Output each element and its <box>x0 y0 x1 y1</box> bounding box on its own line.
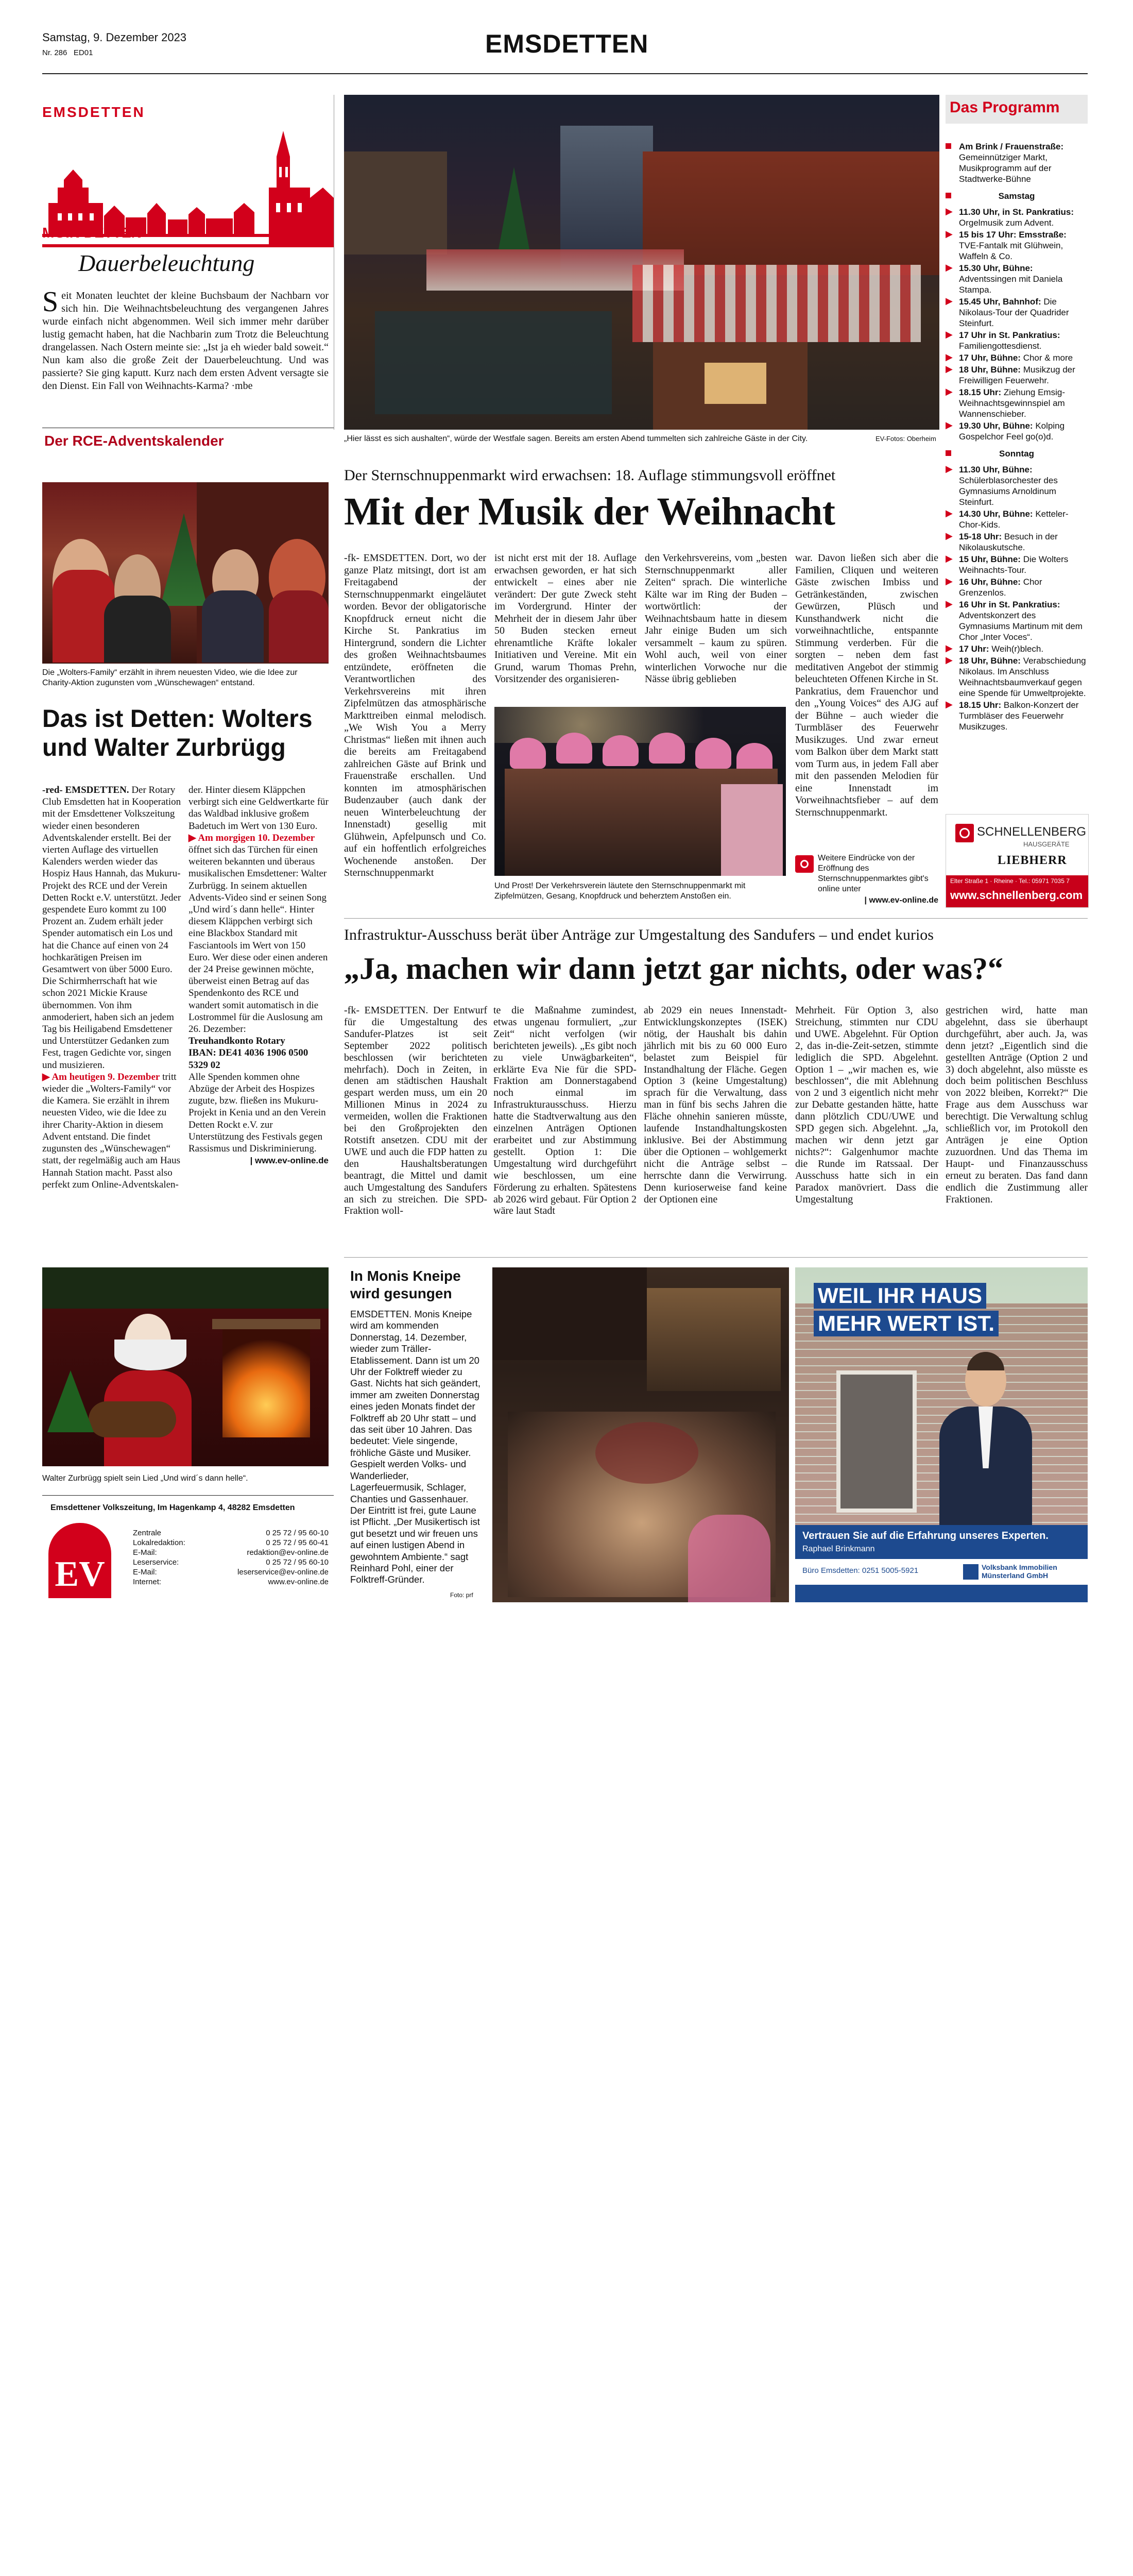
program-item: ▶ 17 Uhr in St. Pankratius: Familiengottesdienst. <box>946 329 1060 351</box>
program-title-bar <box>946 95 1090 124</box>
masthead-date: Samstag, 9. Dezember 2023 <box>42 31 187 44</box>
program-intro: Am Brink / Frauenstraße: Gemeinnütziger Markt, Musikprogramm auf der Stadtwerke-Bühne <box>946 141 1088 184</box>
triangle-bullet-icon: ▶ <box>946 531 953 541</box>
walter-zurbruegg-photo-img <box>42 1267 329 1466</box>
footer-rule <box>42 1495 334 1496</box>
program-item: ▶ 15.45 Uhr, Bahnhof: Die Nikolaus-Tour der Quadrider Steinfurt. <box>946 296 1069 328</box>
square-bullet-icon <box>946 193 951 198</box>
liebherr-logo: LIEBHERR <box>998 854 1067 867</box>
square-bullet-icon <box>946 450 951 456</box>
kneipe-box <box>344 1267 486 1602</box>
camera-icon <box>795 855 814 873</box>
masthead-issue-line <box>42 48 93 57</box>
volksbank-line: Vertrauen Sie auf die Erfahrung unseres Experten. <box>802 1530 1049 1541</box>
schnellenberg-address: Elter Straße 1 · Rheine · Tel.: 05971 7035 7 <box>950 877 1070 885</box>
online-teaser[interactable] <box>795 853 938 906</box>
market-col1: -fk- EMSDETTEN. Dort, wo der ganze Platz mitsingt, dort ist am Freitagabend der Sternschnuppenmarkt eingeläutet worden. Bevor der obligatorische Knopfdruck erneut nicht die Kirche St. Pankratius im Hintergrund, sondern die Lichter des großen Weihnachtsbaumes entzündete, eröffneten die Verantwortlichen des Verkehrsvereins mit ihren Zipfelmützen das atmosphärische Markttreiben einmal melodisch. „We Wish You a Merry Christmas“ ließen mit ihnen auch die bereits am Freitagabend zahlreichen Gäste auf Brink und Frauenstraße erschallen. Und konnten im atmosphärischen Budenzauber (auch dank der neuen Winterbeleuchtung der Innenstadt) gesellig mit Glühwein, Apfelpunsch und Co. auf ein hoffentlich erfolgreiches Wochenende anstoßen. Der Sternschnuppenmarkt <box>344 552 486 878</box>
triangle-bullet-icon: ▶ <box>946 420 953 430</box>
program-item: ▶ 15-18 Uhr: Besuch in der Nikolauskutsche. <box>946 531 1058 552</box>
schnellenberg-address-bar <box>946 875 1088 907</box>
square-bullet-icon <box>946 143 951 149</box>
volksbank-name: Raphael Brinkmann <box>802 1545 875 1553</box>
market-col4: war. Davon ließen sich aber die Familien, Cliquen und weiteren Gäste zwischen Imbiss und Getränkeständen, zwischen Gewürzen, Plüsch und Kunsthandwerk nicht die vorweihnachtliche, entspannte Stimmung verderben. Für die sorgten – neben dem fast meditativen Angebot der stimmig beleuchteten Offenen Kirche in St. Pankratius, dem Frauenchor und den „Young Voices“ des AJG auf der Bühne – auch wieder die Turmbläser des Feuerwehr Musikzuges. Und zwar erneut vom Balkon über dem Markt statt vom Turm aus, in jedem Fall aber mit den passenden Melodien für eine Innenstadt im Vorweihnachtsfieber – auf dem Sternschnuppenmarkt. <box>795 552 938 818</box>
market-headline: Mit der Musik der Weihnacht <box>344 490 835 533</box>
triangle-bullet-icon: ▶ <box>946 206 953 216</box>
moin-detten-kicker: MOIN DETTEN <box>42 225 142 241</box>
verkehrsverein-photo <box>494 707 786 876</box>
kneipe-headline: In Monis Kneipe wird gesungen <box>350 1268 461 1301</box>
volksbank-footer <box>795 1525 1088 1602</box>
online-teaser-text: Weitere Eindrücke von der Eröffnung des Sternschnuppenmarktes gibt's online unter <box>818 854 929 893</box>
volksbank-info-bar <box>795 1559 1088 1585</box>
program-item: ▶ 18 Uhr, Bühne: Musikzug der Freiwilligen Feuerwehr. <box>946 364 1075 385</box>
emsdetten-logo-title: EMSDETTEN <box>42 104 145 120</box>
volksbank-brand: Volksbank Immobilien Münsterland GmbH <box>982 1563 1057 1580</box>
triangle-bullet-icon: ▶ <box>946 508 953 518</box>
rce-col2-p2: ▶ Am morgigen 10. Dezember öffnet sich das Türchen für einen weiteren bekannten und überaus musikalischen Emsdettener: Walter Zurbrügg. In seinem aktuellen Advents-Video sind er seinen Song „Und wird´s dann helle“. Hinter diesem Kläppchen verbirgt sich eine Blackbox Standard mit Fasciantools im Wert von 150 Euro. Wer diese oder einen anderen der 24 Preise gewinnen möchte, überweist einen Betrag auf das Spendenkonto des RCE und wandert somit automatisch in die Lostrommel für die Auslosung am 26. Dezember: <box>188 832 328 1035</box>
saturday-heading: Samstag <box>946 191 1088 201</box>
moin-detten-box <box>42 95 334 430</box>
sandufer-col4: Mehrheit. Für Option 3, also Streichung, stimmten nur CDU und UWE. Abgelehnt. Für Option 2, das in-die-Zeit-setzen, stimmte lediglich die SPD. Abgelehnt. Option 1 – „wir machen es, wie beschlossen“, die mit Ablehnung von 2 und 3 eigentlich nicht mehr zur Debatte gestanden hätte, hatte dann plötzlich CDU/UWE und SPD gegen sich. Abgelehnt. „Ja, machen wir denn jetzt gar nichts?“: Galgenhumor machte die Runde im Ratssaal. Der Ausschuss hatte sich in ein Paradox manövriert. Dass die Umgestaltung <box>795 1005 938 1205</box>
footer-contacts <box>133 1528 329 1587</box>
rce-online-link[interactable]: | www.ev-online.de <box>250 1156 329 1166</box>
program-item: ▶ 18.15 Uhr: Ziehung Emsig-Weihnachtsgewinnspiel am Wannenschieber. <box>946 386 1065 419</box>
program-item: ▶ 16 Uhr, Bühne: Chor Grenzenlos. <box>946 576 1042 598</box>
schnellenberg-brand: SCHNELLENBERG <box>977 825 1087 839</box>
moin-detten-text <box>42 286 329 393</box>
walter-photo-caption: Walter Zurbrügg spielt sein Lied „Und wird´s dann helle“. <box>42 1474 248 1483</box>
moin-detten-headline: Dauerbeleuchtung <box>78 250 255 276</box>
masthead-rule <box>42 73 1088 74</box>
schnellenberg-ad[interactable] <box>946 814 1089 908</box>
program-item: ▶ 14.30 Uhr, Bühne: Ketteler-Chor-Kids. <box>946 508 1069 530</box>
triangle-bullet-icon: ▶ <box>946 364 953 374</box>
skyline-icon <box>42 126 334 311</box>
triangle-bullet-icon: ▶ <box>946 352 953 362</box>
program-item: ▶ 15.30 Uhr, Bühne: Adventssingen mit Daniela Stampa. <box>946 262 1063 295</box>
sunday-list <box>946 464 1088 732</box>
market-col3: den Verkehrsvereins, vom „besten Sternschnuppenmarkt aller Zeiten“ sprach. Die winterliche Kälte war im Ring der Buden – wortwörtlich: der Weihnachtsbaum hatte in diesem Jahr einige Buden um sich versammelt – kaum zu spüren. Wohl auch, weil von einer winterlichen Vorwoche nur die Nässe übrig geblieben <box>645 552 787 685</box>
volksbank-logo-icon <box>963 1564 978 1580</box>
saturday-list <box>946 207 1088 442</box>
kneipe-text: EMSDETTEN. Monis Kneipe wird am kommenden Donnerstag, 14. Dezember, wieder zum Träller-Etablissement. Dann ist um 20 Uhr der Folktreff wieder zu Gast. Nichts hat sich geändert, immer am zweiten Donnerstag eines jeden Monats findet der Folktreff ab 20 Uhr statt – und das seit über 10 Jahren. Das bedeutet: Viele singende, fröhliche Gäste und Musiker. Gespielt werden Volks- und Wanderlieder, Lagerfeuermusik, Schlager, Chanties und Gassenhauer. Der Eintritt ist frei, gute Laune ist Pflicht. „Der Musikertisch ist gut besetzt und wir freuen uns auf einen lustigen Abend in gewohntem Ambiente.“ sagt Reinhard Pohl, einer der Folktreff-Gründer. <box>350 1309 480 1585</box>
market-main-photo <box>344 95 939 430</box>
volksbank-ad[interactable] <box>795 1267 1088 1602</box>
volksbank-office: Büro Emsdetten: 0251 5005-5921 <box>802 1566 919 1575</box>
schnellenberg-sub: HAUSGERÄTE <box>1023 840 1070 848</box>
rce-kicker: Der RCE-Adventskalender <box>44 433 224 449</box>
program-box <box>946 95 1088 917</box>
program-item: ▶ 11.30 Uhr, Bühne: Schülerblasorchester des Gymnasiums Arnoldinum Steinfurt. <box>946 464 1058 507</box>
triangle-bullet-icon: ▶ <box>946 576 953 586</box>
sandufer-col1: -fk- EMSDETTEN. Der Entwurf für die Umgestaltung des Sandufer-Platzes ist seit September 2022 politisch beschlossen (wir berichteten mehrfach). Doch in Zeiten, in denen am städtischen Haushalt gespart werden muss, um ein 20 Millionen Minus in 2024 zu vermeiden, wollen die Fraktionen bei den Großprojekten den Rotstift ansetzen. CDU mit der UWE und auch die FDP hatten zu den Haushaltsberatungen beantragt, die Mittel und damit auch Umgestaltung des Sandufers an sich zu streichen. Die SPD-Fraktion woll- <box>344 1005 487 1217</box>
contact-row: Leserservice: 0 25 72 / 95 60-10 <box>133 1558 329 1567</box>
rce-col2-iban: IBAN: DE41 4036 1906 0500 5329 02 <box>188 1047 308 1071</box>
volksbank-slogan-2: MEHR WERT IST. <box>814 1311 999 1336</box>
triangle-bullet-icon: ▶ <box>946 296 953 306</box>
triangle-bullet-icon: ▶ <box>946 655 953 665</box>
triangle-bullet-icon: ▶ <box>946 553 953 564</box>
rce-headline: Das ist Detten: Wolters und Walter Zurbrügg <box>42 705 313 761</box>
sandufer-headline: „Ja, machen wir dann jetzt gar nichts, oder was?“ <box>344 952 1003 986</box>
rce-col2-account: Treuhandkonto Rotary <box>188 1036 285 1047</box>
market-bottom-rule <box>344 918 1088 919</box>
sandufer-overline: Infrastruktur-Ausschuss berät über Anträge zur Umgestaltung des Sandufers – und endet kurios <box>344 926 934 943</box>
market-online-link[interactable]: | www.ev-online.de <box>864 896 938 905</box>
wolters-photo-caption: Die „Wolters-Family“ erzählt in ihrem neuesten Video, wie die Idee zur Charity-Aktion zugunsten vom „Wünschewagen“ entstand. <box>42 668 298 687</box>
triangle-bullet-icon: ▶ <box>946 599 953 609</box>
sandufer-col2: te die Maßnahme zumindest, etwas ungenau formuliert, „zur Zeit“ nicht verfolgen (wir berichteten jeweils). „Es gibt noch zu viele Unwägbarkeiten“, erklärte Eva Nie für die SPD-Fraktion am Donnerstagabend noch einmal im Infrastrukturausschuss. Hierzu hatte die Stadtverwaltung aus den einzelnen Anträgen Optionen erarbeitet und zur Abstimmung gestellt. Option 1: Die Umgestaltung wird durchgeführt wie beschlossen, um eine Förderung zu erhalten. Spätestens ab 2026 wird gebaut. Für Option 2 wäre laut Stadt <box>493 1005 637 1217</box>
program-item: ▶ 18 Uhr, Bühne: Verabschiedung Nikolaus. Im Anschluss Weihnachtsbaumverkauf gegen eine Spende für Umweltprojekte. <box>946 655 1086 698</box>
market-col2: ist nicht erst mit der 18. Auflage erwachsen geworden, er hat sich entwickelt – eines aber nie verändert: Der gute Zweck steht im Vordergrund. Hinter der Mehrheit der in diesem Jahr über 50 Buden stecken erneut ehrenamtliche Kräfte lokaler Initiativen und Vereine. Mit ein Grund, warum Thomas Prehn, Vorsitzender des organisieren- <box>494 552 637 685</box>
moin-detten-body: eit Monaten leuchtet der kleine Buchsbaum der Nachbarn vor sich hin. Die Weihnachtsbeleuchtung des vergangenen Jahres wurde einfach nicht abgenommen. Weil sich immer mehr darüber lustig gemacht haben, hat die Nachbarin zum Trotz die Beleuchtung drangelassen. Nach Ostern meinte sie: „Ist ja eh wieder bald soweit.“ Nun kam also die große Zeit der Dauerbeleuchtung. Und was passierte? Sie ging kaputt. Kurz nach dem ersten Advent versagte sie den Dienst. Ein Fall von Weihnachts-Karma? ·mbe <box>42 290 329 392</box>
program-item: ▶ 18.15 Uhr: Balkon-Konzert der Turmbläser des Feuerwehr Musikzuges. <box>946 699 1079 732</box>
sunday-heading: Sonntag <box>946 448 1088 459</box>
triangle-bullet-icon: ▶ <box>946 262 953 273</box>
kneipe-photo-credit: Foto: prf <box>450 1591 473 1599</box>
program-item: ▶ 19.30 Uhr, Bühne: Kolping Gospelchor Feel go(o)d. <box>946 420 1065 442</box>
market-photo-caption: „Hier lässt es sich aushalten“, würde der Westfale sagen. Bereits am ersten Abend tummelten sich zahlreiche Gäste in der City. <box>344 434 808 443</box>
wolters-family-photo <box>42 482 329 664</box>
triangle-bullet-icon: ▶ <box>946 386 953 397</box>
verkehrsverein-photo-caption: Und Prost! Der Verkehrsverein läutete den Sternschnuppenmarkt mit Zipfelmützen, Gesang, Knopfdruck und beherztem Anstoßen ein. <box>494 882 746 901</box>
kneipe-photo <box>492 1267 789 1602</box>
footer-box <box>42 1499 334 1602</box>
rce-col2-p1: der. Hinter diesem Kläppchen verbirgt sich eine Geldwertkarte für das Waldbad inklusive großem Badetuch im Wert von 130 Euro. <box>188 785 329 832</box>
program-item: ▶ 15 Uhr, Bühne: Die Wolters Weihnachts-Tour. <box>946 553 1069 575</box>
rce-col1-p2: ▶ Am heutigen 9. Dezember tritt wieder die „Wolters-Family“ vor die Kamera. Sie erzählt in ihrem neuesten Video, wie die Idee zu ihrer Charity-Aktion in diesem Advent entstand. Die findet zugunsten des „Wünschewagen“ statt, der regelmäßig auch am Haus Hannah Station macht. Passt also perfekt zum Online-Adventskalen- <box>42 1071 181 1190</box>
schnellenberg-url[interactable]: www.schnellenberg.com <box>950 889 1083 902</box>
section-title: EMSDETTEN <box>485 29 649 58</box>
dropcap: S <box>42 286 59 318</box>
contact-row[interactable]: Internet: www.ev-online.de <box>133 1578 329 1586</box>
rce-col2-p3: Alle Spenden kommen ohne Abzüge der Arbeit des Hospizes zugute, bzw. fließen ins Mukuru-Projekt in Kenia und an den Verein Detten Rockt e.V. zur Unterstützung des Festivals gegen Rassismus und Diskriminierung. <box>188 1071 326 1155</box>
sandufer-col5: gestrichen wird, hatte man abgelehnt, dass sie überhaupt durchgeführt, aber auch. Ja, was denn jetzt? „Eigentlich sind die gestellten Anträge (Option 2 und 3) doch abgelehnt, also müsste es doch beim politischen Beschluss von 2022 bleiben, Korrekt?“ Die Frage aus dem Ausschuss war berechtigt. Die Verwaltung schlug schließlich vor, im Protokoll den Anträgen je eine Option zuzuordnen. Und das Thema im Haupt- und Finanzausschuss erneut zu beraten. Das fand dann endlich die Zustimmung aller Fraktionen. <box>946 1005 1088 1205</box>
contact-row: Lokalredaktion: 0 25 72 / 95 60-41 <box>133 1538 329 1547</box>
schnellenberg-logo-icon <box>955 824 974 842</box>
triangle-bullet-icon: ▶ <box>946 229 953 239</box>
sandufer-col3: ab 2029 ein neues Innenstadt-Entwicklungskonzeptes (ISEK) nötig, der Haushalt bis dahin jährlich mit bis zu 60 000 Euro belastet zum Beispiel für Instandhaltung der Fläche. Gegen Option 3 (keine Umgestaltung) sprach für die Verwaltung, dass man in fünf bis sechs Jahren die Fläche ohnehin sanieren müsste, laufende Instandhaltungskosten inklusive. Bei der Abstimmung über die Optionen – wohlgemerkt nicht die Anträge selbst – herrschte dann die Verwirrung. Denn kurioserweise fand keine der Optionen eine <box>644 1005 787 1205</box>
program-title: Das Programm <box>950 99 1060 116</box>
ev-logo: EV <box>48 1523 111 1598</box>
program-item: ▶ 17 Uhr, Bühne: Chor & more <box>946 352 1073 363</box>
contact-row[interactable]: E-Mail: leserservice@ev-online.de <box>133 1568 329 1577</box>
masthead-issue: Nr. 286 <box>42 48 67 57</box>
program-item: ▶ 11.30 Uhr, in St. Pankratius: Orgelmusik zum Advent. <box>946 206 1074 228</box>
rce-col1 <box>42 784 181 1191</box>
triangle-bullet-icon: ▶ <box>946 643 953 653</box>
program-item: ▶ 17 Uhr: Weih(r)blech. <box>946 643 1044 654</box>
rce-col2 <box>188 784 329 1167</box>
contact-row: Zentrale 0 25 72 / 95 60-10 <box>133 1529 329 1537</box>
sandufer-bottom-rule <box>344 1257 1088 1258</box>
rce-col1-p1: -red- EMSDETTEN. Der Rotary Club Emsdetten hat in Kooperation mit der Emsdettener Volkszeitung wieder einen besonderen Adventskalender erstellt. Bei der vierten Auflage des virtuellen Kalenders werden wieder das Hospiz Haus Hannah, das Mukuru-Projekt des RCE und der Verein Detten Rockt e.V. unterstützt. Jeder gespendete Euro kommt zu 100 Prozent an. Zudem erhält jeder Spender automatisch ein Los und hat die Chance auf einen von 24 hochkarätigen Preisen im Gesamtwert von über 5000 Euro. Die Schirmherrschaft hat wie schon 2021 Mickie Krause übernommen. Von ihm anmoderiert, haben sich an jedem Tag bis Heiligabend Emsdettener und Unterstützer Gedanken zum Fest, tragen Gedichte vor, singen und musizieren. <box>42 785 181 1071</box>
program-item: ▶ 16 Uhr in St. Pankratius: Adventskonzert des Gymnasiums Martinum mit dem Chor „Inter Voces“. <box>946 599 1083 642</box>
footer-address: Emsdettener Volkszeitung, Im Hagenkamp 4, 48282 Emsdetten <box>50 1503 295 1512</box>
rce-section <box>42 433 334 1283</box>
market-overline: Der Sternschnuppenmarkt wird erwachsen: 18. Auflage stimmungsvoll eröffnet <box>344 467 836 484</box>
triangle-bullet-icon: ▶ <box>946 464 953 474</box>
contact-row[interactable]: E-Mail: redaktion@ev-online.de <box>133 1548 329 1557</box>
masthead-edition: ED01 <box>73 48 93 57</box>
masthead <box>42 31 1088 73</box>
volksbank-slogan-1: WEIL IHR HAUS <box>814 1283 986 1309</box>
program-list <box>946 141 1088 733</box>
triangle-bullet-icon: ▶ <box>946 699 953 709</box>
market-photo-credit: EV-Fotos: Oberheim <box>876 435 936 443</box>
triangle-bullet-icon: ▶ <box>946 329 953 340</box>
program-item: ▶ 15 bis 17 Uhr: Emsstraße: TVE-Fantalk mit Glühwein, Waffeln & Co. <box>946 229 1067 261</box>
